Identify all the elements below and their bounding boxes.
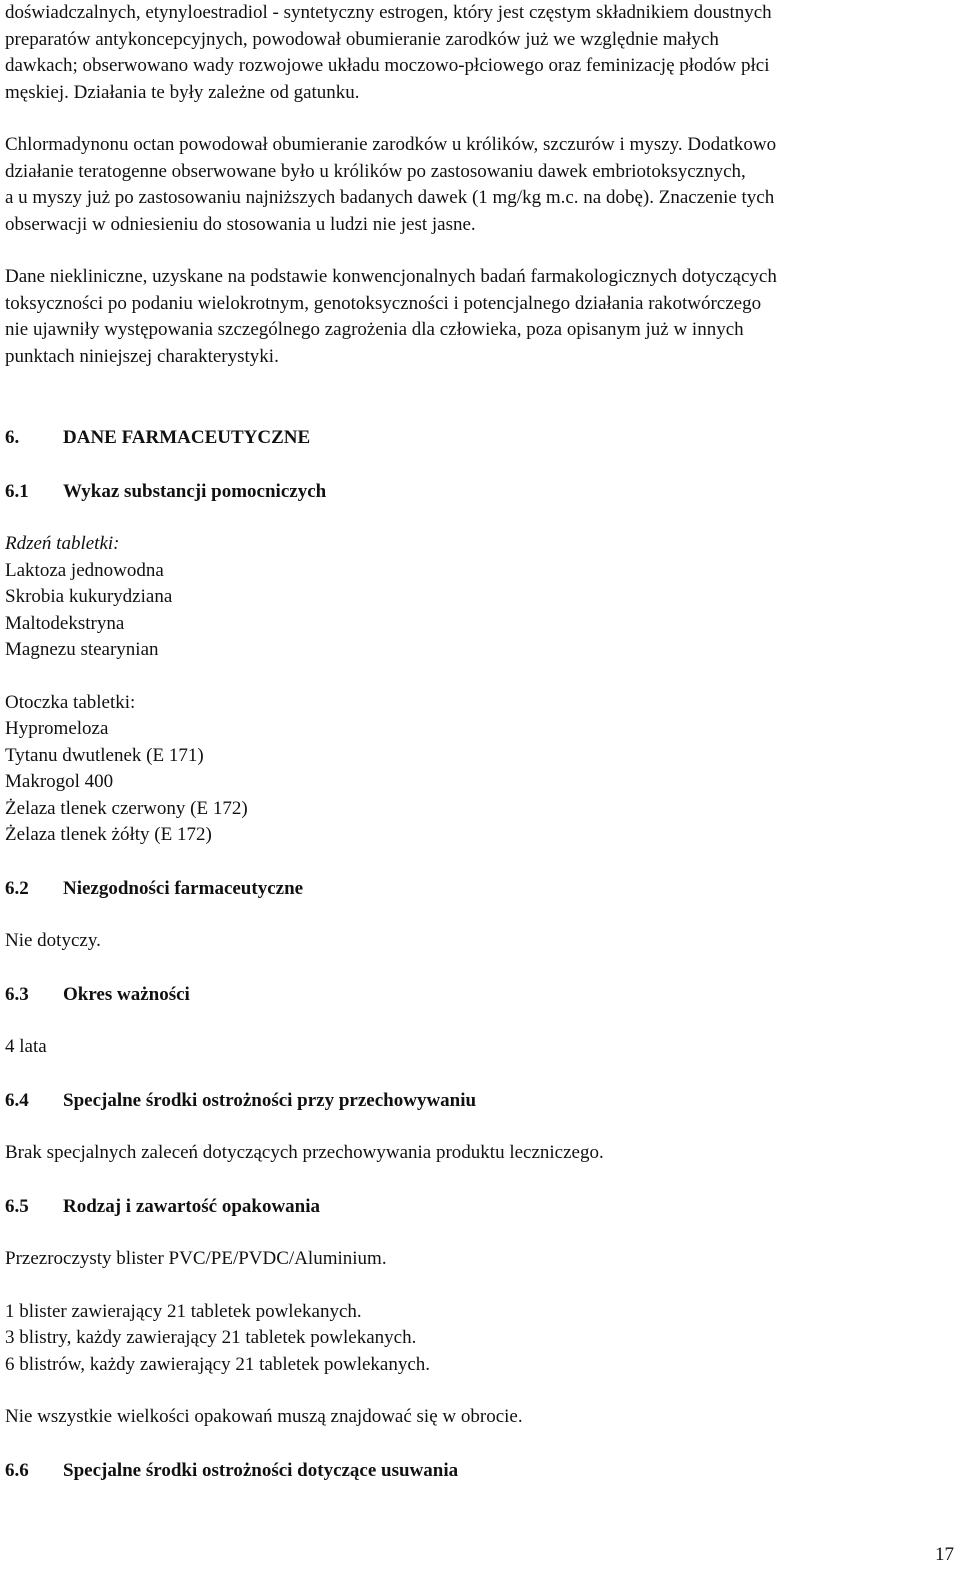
- core-item: Maltodekstryna: [5, 612, 125, 634]
- section-6-5-title: Rodzaj i zawartość opakowania: [63, 1195, 321, 1217]
- section-6-heading: [5, 425, 950, 452]
- section-6-5-number: 6.5: [5, 1195, 29, 1217]
- pack-item: 6 blistrów, każdy zawierający 21 tabletek powlekanych.: [5, 1353, 431, 1375]
- pack-item: 3 blistry, każdy zawierający 21 tabletek powlekanych.: [5, 1327, 417, 1348]
- section-6-3-number: 6.3: [5, 983, 29, 1005]
- coat-label: Otoczka tabletki:: [5, 691, 136, 713]
- section-6-6-number: 6.6: [5, 1459, 29, 1481]
- pack-item: 1 blister zawierający 21 tabletek powlekanych.: [5, 1300, 362, 1322]
- section-6-title: DANE FARMACEUTYCZNE: [63, 427, 311, 448]
- section-6-4-number: 6.4: [5, 1089, 29, 1111]
- section-6-2-heading: [5, 876, 950, 903]
- coat-item: Makrogol 400: [5, 771, 114, 792]
- section-6-5-text-2: Nie wszystkie wielkości opakowań muszą znajdować się w obrocie.: [5, 1406, 523, 1427]
- document-page: [5, 0, 950, 1484]
- coat-item: Tytanu dwutlenek (E 171): [5, 744, 204, 766]
- section-6-2-number: 6.2: [5, 877, 29, 899]
- coat-item: Hypromeloza: [5, 718, 109, 739]
- core-label: Rdzeń tabletki:: [5, 533, 120, 554]
- section-6-4-title: Specjalne środki ostrożności przy przechowywaniu: [63, 1089, 477, 1111]
- section-6-2-title: Niezgodności farmaceutyczne: [63, 877, 304, 899]
- core-item: Magnezu stearynian: [5, 639, 159, 660]
- section-6-2-text: Nie dotyczy.: [5, 930, 101, 951]
- core-item: Laktoza jednowodna: [5, 559, 164, 581]
- coat-item: Żelaza tlenek czerwony (E 172): [5, 797, 248, 819]
- section-6-3-heading: [5, 982, 950, 1009]
- section-6-5-text-1: Przezroczysty blister PVC/PE/PVDC/Aluminium.: [5, 1248, 387, 1269]
- intro-paragraph-2: Chlormadynonu octan powodował obumieranie zarodków u królików, szczurów i myszy. Dodatkowo działanie teratogenne obserwowane było u królików po zastosowaniu dawek embriotoksycznych, a u myszy już po zastosowaniu najniższych badanych dawek (1 mg/kg m.c. na dobę). Znaczenie tych obserwacji w odniesieniu do stosowania u ludzi nie jest jasne.: [5, 134, 777, 235]
- section-6-5-heading: [5, 1194, 950, 1221]
- section-6-6-title: Specjalne środki ostrożności dotyczące usuwania: [63, 1459, 459, 1481]
- section-6-1-heading: [5, 479, 950, 506]
- intro-paragraph-1: doświadczalnych, etynyloestradiol - syntetyczny estrogen, który jest częstym składnikiem doustnych preparatów antykoncepcyjnych, powodował obumieranie zarodków już we względnie małych dawkach; obserwowano wady rozwojowe układu moczowo-płciowego oraz feminizację płodów płci męskiej. Działania te były zależne od gatunku.: [5, 2, 772, 103]
- section-6-1-number: 6.1: [5, 480, 29, 502]
- section-6-1-title: Wykaz substancji pomocniczych: [63, 480, 327, 502]
- page-number: 17: [935, 1544, 954, 1565]
- section-6-4-heading: [5, 1088, 950, 1115]
- section-6-number: 6.: [5, 427, 20, 448]
- section-6-6-heading: [5, 1458, 950, 1485]
- core-item: Skrobia kukurydziana: [5, 586, 173, 607]
- section-6-4-text: Brak specjalnych zaleceń dotyczących przechowywania produktu leczniczego.: [5, 1142, 604, 1163]
- intro-paragraph-3: Dane niekliniczne, uzyskane na podstawie konwencjonalnych badań farmakologicznych dotyczących toksyczności po podaniu wielokrotnym, genotoksyczności i potencjalnego działania rakotwórczego nie ujawniły występowania szczególnego zagrożenia dla człowieka, poza opisanym już w innych punktach niniejszej charakterystyki.: [5, 266, 777, 367]
- section-6-3-text: 4 lata: [5, 1036, 47, 1057]
- section-6-3-title: Okres ważności: [63, 983, 190, 1005]
- coat-item: Żelaza tlenek żółty (E 172): [5, 824, 212, 845]
